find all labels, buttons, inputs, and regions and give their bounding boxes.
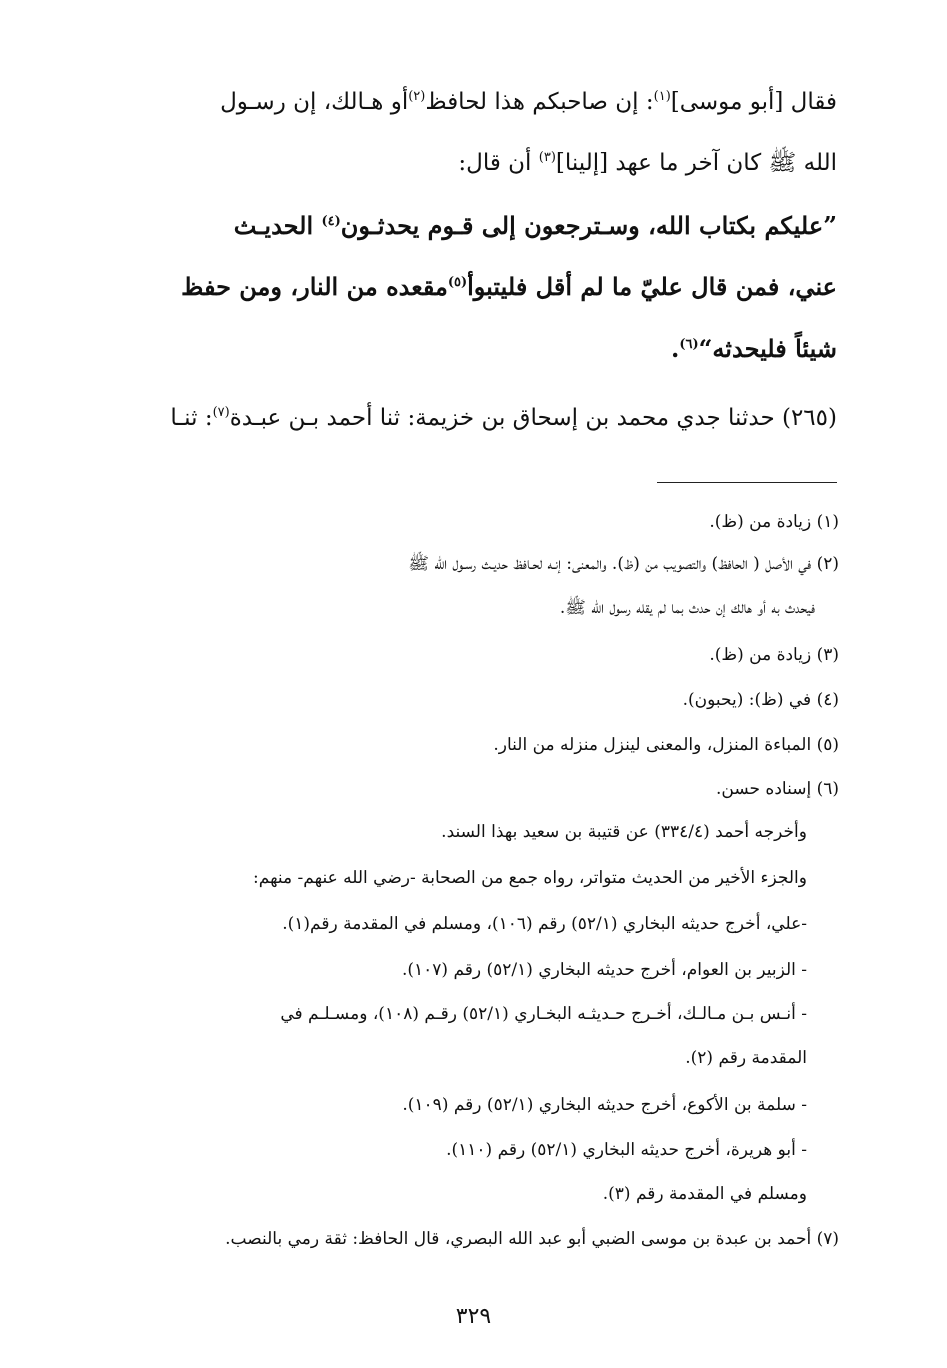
body-text: أو هـالك، إن رسـول	[220, 89, 409, 115]
hadith-text: شيئاً فليحدثه“	[698, 334, 837, 363]
footnote-3: (٣) زيادة من (ظ).	[709, 645, 839, 665]
footnote-6-line: وأخرجه أحمد (٣٣٤/٤) عن قتيبة بن سعيد بهذا السند.	[441, 822, 807, 842]
footnote-ref-1: (١)	[653, 89, 671, 104]
footnote-6-line: ومسلم في المقدمة رقم (٣).	[602, 1184, 807, 1204]
footnote-5: (٥) المباءة المنزل، والمعنى لينزل منزله من النار.	[493, 735, 839, 755]
narration-line	[107, 398, 837, 433]
footnote-1: (١) زيادة من (ظ).	[709, 512, 839, 532]
footnote-2: (٢) في الأصل ( الحافظ) والتصويب من (ظ). والمعنى: إنـه لحـافظ حديـث رسـول الله ﷺ	[408, 554, 839, 574]
footnote-ref-4: (٤)	[321, 214, 341, 229]
hadith-text: ”عليكم بكتاب الله، وسـترجعون إلى قـوم يحدثـون	[340, 211, 837, 240]
footnote-6: (٦) إسناده حسن.	[716, 779, 839, 799]
body-text: أن قال:	[458, 150, 539, 176]
narration-text: : ثنـا	[170, 405, 213, 431]
footnote-ref-3: (٣)	[538, 150, 556, 165]
hadith-line-2	[107, 268, 837, 302]
footnote-2-continued: فيحدث به أو هالك إن حدث بما لم يقله رسول الله ﷺ.	[559, 598, 815, 618]
footnote-7: (٧) أحمد بن عبدة بن موسى الضبي أبو عبد الله البصري، قال الحافظ: ثقة رمي بالنصب.	[225, 1229, 839, 1249]
page-number: ٣٢٩	[455, 1304, 492, 1329]
footnote-4: (٤) في (ظ): (يحبون).	[682, 690, 839, 710]
footnote-6-line: - أبو هريرة، أخرج حديثه البخاري (٥٢/١) رقم (١١٠).	[446, 1140, 807, 1160]
footnote-separator	[657, 482, 837, 483]
footnote-6-line: - أنـس بـن مـالـك، أخـرج حـديثـه البخـاري (٥٢/١) رقـم (١٠٨)، ومسـلـم في	[280, 1004, 807, 1024]
footnote-6-line: والجزء الأخير من الحديث متواتر، رواه جمع من الصحابة -رضي الله عنهم- منهم:	[253, 868, 807, 888]
body-text: فقال [أبو موسى]	[670, 89, 837, 115]
footnote-6-line: - سلمة بن الأكوع، أخرج حديثه البخاري (٥٢/١) رقم (١٠٩).	[402, 1095, 807, 1115]
hadith-text: .	[670, 334, 680, 363]
hadith-text: عني، فمن قال عليّ ما لم أقل فليتبوأ	[467, 272, 837, 301]
footnote-6-line: - الزبير بن العوام، أخرج حديثه البخاري (٥٢/١) رقم (١٠٧).	[401, 960, 807, 980]
body-line-2	[107, 143, 837, 178]
body-text: : إن صاحبكم هذا لحافظ	[425, 89, 654, 115]
body-text: الله ﷺ كان آخر ما عهد [إلينا]	[555, 150, 837, 176]
footnote-ref-7: (٧)	[212, 405, 230, 420]
footnote-6-line: المقدمة رقم (٢).	[685, 1048, 807, 1068]
footnote-6-line: -علي، أخرج حديثه البخاري (٥٢/١) رقم (١٠٦)، ومسلم في المقدمة رقم(١).	[282, 914, 807, 934]
hadith-text: مقعده من النار، ومن حفظ	[181, 272, 448, 301]
footnote-ref-2: (٢)	[408, 89, 426, 104]
hadith-line-1	[107, 207, 837, 241]
body-line-1	[107, 82, 837, 117]
hadith-line-3	[107, 330, 837, 364]
hadith-text: الحديـث	[233, 211, 322, 240]
footnote-ref-5: (٥)	[447, 275, 468, 290]
footnote-ref-6: (٦)	[679, 337, 699, 352]
narration-text: (٢٦٥) حدثنا جدي محمد بن إسحاق بن خزيمة: ثنا أحمد بـن عبـدة	[229, 405, 837, 431]
